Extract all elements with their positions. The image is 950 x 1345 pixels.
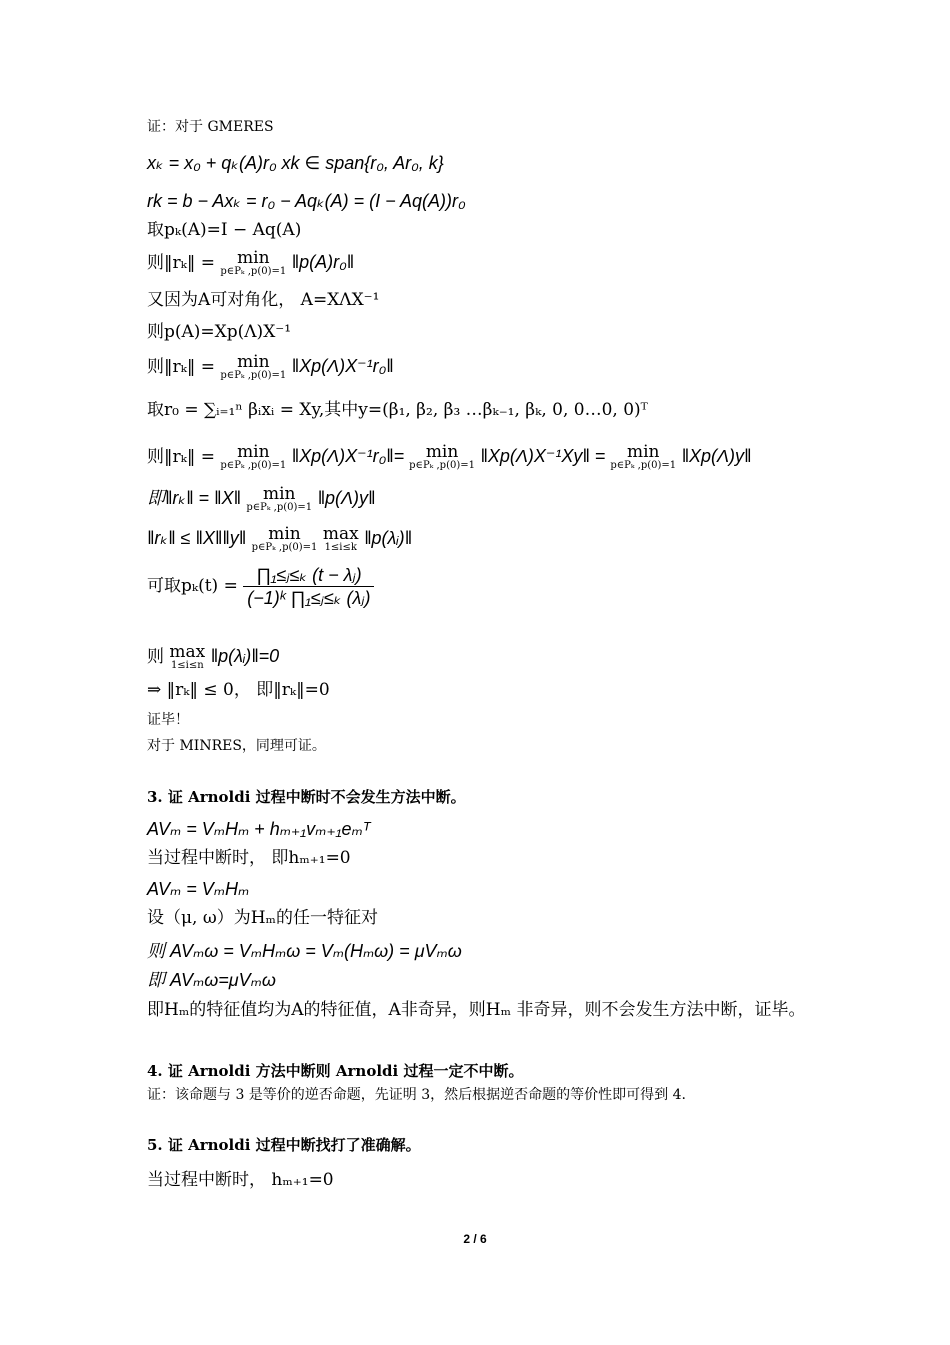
min-operator: min p∈Pₖ ,p(0)=1 xyxy=(220,442,287,471)
norm-rk-X: 即‖rₖ‖ = ‖X‖ min p∈Pₖ ,p(0)=1 ‖p(Λ)y‖ xyxy=(147,484,376,513)
min-operator: min p∈Pₖ ,p(0)=1 xyxy=(251,524,318,553)
norm-rk-xp: 则‖rₖ‖ = min p∈Pₖ ,p(0)=1 ‖Xp(Λ)X⁻¹r₀‖ xyxy=(147,352,394,381)
implies-zero: ⇒ ‖rₖ‖ ≤ 0， 即‖rₖ‖=0 xyxy=(147,680,330,700)
norm-rk-label: 则‖rₖ‖ = xyxy=(147,253,221,273)
max-zero: 则 max 1≤i≤n ‖p(λᵢ)‖=0 xyxy=(147,642,280,671)
section-4-body: 证：该命题与 3 是等价的逆否命题，先证明 3，然后根据逆否命题的等价性即可得到 4. xyxy=(147,1087,686,1103)
eigenpair-statement: 设（μ, ω）为Hₘ的任一特征对 xyxy=(147,908,378,928)
diagonalizable-statement: 又因为A可对角化， A=XΛX⁻¹ xyxy=(147,290,380,310)
take-pk: 取pₖ(A)=I − Aq(A) xyxy=(147,220,302,240)
minres-note: 对于 MINRES，同理可证。 xyxy=(147,738,326,754)
page-number: 2 / 6 xyxy=(463,1232,487,1246)
fraction: $\frac{\text{∏₁≤ⱼ≤ₖ (t − λⱼ)}}{\text{(−1)ᵏ ∏₁≤ⱼ≤ₖ (λⱼ)}}$ xyxy=(243,566,374,607)
min-operator: min p∈Pₖ ,p(0)=1 xyxy=(220,352,287,381)
equation-rk: rk = b − Axₖ = r₀ − Aqₖ(A) = (I − Aq(A))r₀ xyxy=(147,191,466,211)
section-3-conclusion: 即Hₘ的特征值均为A的特征值，A非奇异，则Hₘ 非奇异，则不会发生方法中断，证毕。 xyxy=(147,1000,806,1020)
min-operator: min p∈Pₖ ,p(0)=1 xyxy=(610,442,677,471)
section-5-heading: 5. 证 Arnoldi 过程中断找打了准确解。 xyxy=(147,1136,421,1154)
norm-rk-min xyxy=(147,250,354,277)
norm-rk-chain: 则‖rₖ‖ = min p∈Pₖ ,p(0)=1 ‖Xp(Λ)X⁻¹r₀‖= min p∈Pₖ ,p(0)=1 ‖Xp(Λ)X⁻¹Xy‖ = min p∈Pₖ ,p(0)=1 ‖Xp(Λ)y‖ xyxy=(147,442,752,471)
choose-pk-fraction: 可取pₖ(t) = $\frac{\text{∏₁≤ⱼ≤ₖ (t − λⱼ)}}{\text{(−1)ᵏ ∏₁≤ⱼ≤ₖ (λⱼ)}}$ xyxy=(147,566,374,607)
max-operator: max 1≤i≤k xyxy=(322,524,359,553)
eigen-result: 即 AVₘω=μVₘω xyxy=(147,970,276,990)
equation-xk: xₖ = x₀ + qₖ(A)r₀ xk ∈ span{r₀, Ar₀, k} xyxy=(147,153,444,173)
proof-intro: 证：对于 GMERES xyxy=(147,119,274,135)
section-3-heading: 3. 证 Arnoldi 过程中断时不会发生方法中断。 xyxy=(147,788,466,806)
min-operator: min p∈Pₖ ,p(0)=1 xyxy=(246,484,313,513)
section-4-heading: 4. 证 Arnoldi 方法中断则 Arnoldi 过程一定不中断。 xyxy=(147,1062,524,1080)
take-r0: 取r₀ = ∑ᵢ₌₁ⁿ βᵢxᵢ = Xy,其中y=(β₁, β₂, β₃ …βₖ₋₁, βₖ, 0, 0…0, 0)ᵀ xyxy=(147,400,648,420)
eigen-derivation: 则 AVₘω = VₘHₘω = Vₘ(Hₘω) = μVₘω xyxy=(147,941,462,961)
proof-end: 证毕！ xyxy=(147,712,189,728)
reduced-relation: AVₘ = VₘHₘ xyxy=(147,879,250,899)
norm-rk-inequality: ‖rₖ‖ ≤ ‖X‖‖y‖ min p∈Pₖ ,p(0)=1 max 1≤i≤k ‖p(λᵢ)‖ xyxy=(147,524,413,553)
norm-expression: ‖p(A)r₀‖ xyxy=(291,252,355,272)
arnoldi-relation: AVₘ = VₘHₘ + hₘ₊₁vₘ₊₁eₘᵀ xyxy=(147,819,370,839)
min-operator: min p∈Pₖ ,p(0)=1 xyxy=(220,248,287,277)
section-5-body: 当过程中断时， hₘ₊₁=0 xyxy=(147,1170,334,1190)
breakdown-condition: 当过程中断时， 即hₘ₊₁=0 xyxy=(147,848,351,868)
min-operator: min p∈Pₖ ,p(0)=1 xyxy=(409,442,475,471)
pA-statement: 则p(A)=Xp(Λ)X⁻¹ xyxy=(147,322,292,342)
max-operator: max 1≤i≤n xyxy=(169,642,206,671)
